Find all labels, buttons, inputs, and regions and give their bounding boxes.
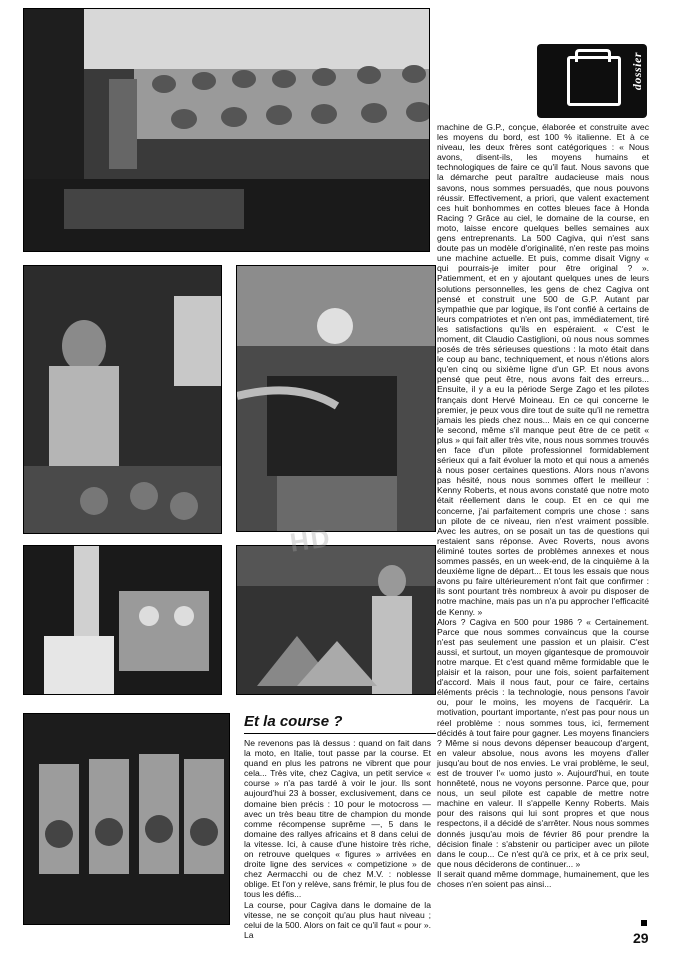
right-paragraph-1: machine de G.P., conçue, élaborée et construite avec les moyens du bord, est 100 % italienne. Et à ce niveau, les deux frères sont catégoriques : « Nous avons, disent-ils, les moyens humains et technologiques de faire ce qu'il faut. Nous savons que la démarche peut paraître audacieuse mais nous savons, nous sommes persuadés, que nous pouvons réussir. Effectivement, a priori, que valent exactement ces huit bonhommes en cottes bleues face à Honda Racing ? Grâce au ciel, le domaine de la course, en moto, laisse encore quelques belles semaines aux gens entreprenants. La 500 Cagiva, qui n'est sans doute pas un modèle d'originalité, n'en reste pas moins une machine actuelle. Et puis, comme disait Vigny « qui pourrais-je imiter pour être original ? ». Patiemment, et en y ajoutant quelques unes de leurs solutions personnelles, les gens de chez Cagiva ont pensé et construit une 500 de G.P. Autant par sympathie que par logique, ils l'ont confié à certains de leurs compatriotes et n'en ont pas, immédiatement, tiré les satisfactions qu'ils en espéraient. « C'est le moment, dit Claudio Castiglioni, où nous nous sommes posés de très sérieuses questions : la moto était dans le coup au banc, techniquement, et nous n'étions alors qu'en cinq ou sixième ligne d'un GP. Et nous avons pensé que peut être, nous avons fait des erreurs... Ensuite, il y a eu la période Serge Zago et les pilotes français dont Hervé Moineau. En ce qui concerne le premier, je peux vous dire tout de suite qu'il ne remettra jamais les pieds chez nous... Mais en ce qui concerne le second, même s'il manque peut être de ce petit « plus » qui fait aller très vite, nous nous sommes trouvés en face d'un pilote professionnel formidablement sérieux qui a fait évoluer la moto et qui nous a amenés à nous poser certaines questions. Alors nous n'avons pas hésité, nous nous sommes offert le meilleur : Kenny Roberts, et nous avons constaté que notre moto était réellement dans le coup. Et en ce qui me concerne, j'ai parfaitement compris une chose : sans un pilote de ce niveau, rien n'est vraiment possible. Avec les autres, on se posait un tas de questions qui restaient sans réponse. Avec Roverts, nous avons éliminé toutes sortes de problèmes annexes et nous sommes passés, en un week-end, de la cinquième à la deuxième ligne de départ... Et tous les essais que nous avons pu faire ultérieurement n'ont fait que confirmer : ils sont pourtant très nombreux à avoir pu disposer de notre machine, mais pas un n'a pu approcher l'efficacité de Kenny. » [437, 122, 649, 617]
right-paragraph-3: Il serait quand même dommage, humainement, que les choses n'en soient pas ainsi... [437, 868, 649, 890]
photo-worker-with-pistons [236, 545, 436, 695]
photo-engine-assembly-line [23, 8, 430, 252]
page-number: 29 [633, 930, 649, 946]
watermark: HD [288, 522, 334, 558]
left-paragraph-1: Ne revenons pas là dessus : quand on fait dans la moto, en Italie, tout passe par la course. Et quand en plus les patrons ne vibrent que pour cela... Très vite, chez Cagiva, un petit service « course » n'a pas tardé à voir le jour. Ils sont aujourd'hui 23 à bosser, exclusivement, dans ce domaine bien précis : 10 pour le motocross — avec un très beau titre de champion du monde comme récompense suprême —, 5 dans le domaine des rallyes africains et 8 dans celui de la vitesse. Ici, à cause d'une histoire très riche, on retrouve quelques « figures » arrivées en droite ligne des services « competizione » de chez Aermacchi ou de chez M.V. : noblesse oblige. Et l'on y relève, sans frémir, le plus fou de tous les défis... [244, 738, 431, 900]
photo-worker-at-bench [23, 265, 222, 534]
left-paragraph-2: La course, pour Cagiva dans le domaine de la vitesse, ne se conçoit qu'au plus haut niveau ; celui de la 500. Alors on fait ce qu'il faut « pour ». La [244, 899, 432, 940]
photo-carburettors [23, 713, 230, 925]
photo-measuring-equipment [23, 545, 222, 695]
right-paragraph-2: Alors ? Cagiva en 500 pour 1986 ? « Certainement. Parce que nous sommes convaincus que la course n'est pas seulement une passion et un plaisir. C'est aussi, et surtout, un moyen gigantesque de promouvoir notre marque. Et c'est quand même formidable que le plaisir et la raison, pour une fois, soient parfaitement d'accord. Mais il nous faut, pour ce faire, certains éléments précis : la technologie, nous pensons l'avoir ou, pour le moins, les moyens de l'acquérir. La motivation, pourtant importante, n'est pas pour nous un réel problème : nous sommes tous, ici, fermement décidés à tout faire pour gagner. Les moyens financiers ? Même si nous devons dépenser beaucoup d'argent, en valeur absolue, nous avons les moyens d'aller jusqu'au bout de nos envies. Le vrai problème, le seul, est de trouver l'« uomo justo ». Aujourd'hui, en toute honnêteté, nous ne voyons personne. Parce que, pour nous, un seul pilote est capable de mettre notre machine en valeur. Il s'appelle Kenny Roberts. Mais pour des raisons qui lui sont propres et que nous respectons, il a décidé de s'arrêter. Nous nous sommes donnés jusqu'au mois de février 86 pour prendre la décision finale : s'abstenir ou participer avec un pilote dans le coup... Ce n'est qu'à ce prix, et à ce prix seul, que nous déciderons de continuer... » [437, 616, 649, 869]
logo-label: dossier [630, 52, 644, 91]
photo-engine-test-bench [236, 265, 436, 532]
section-title: Et la course ? [244, 713, 436, 734]
dossier-logo [537, 44, 647, 118]
briefcase-icon-body [567, 56, 621, 106]
right-text-column [437, 122, 649, 889]
end-of-article-mark [641, 920, 647, 926]
left-text-column [244, 738, 431, 940]
